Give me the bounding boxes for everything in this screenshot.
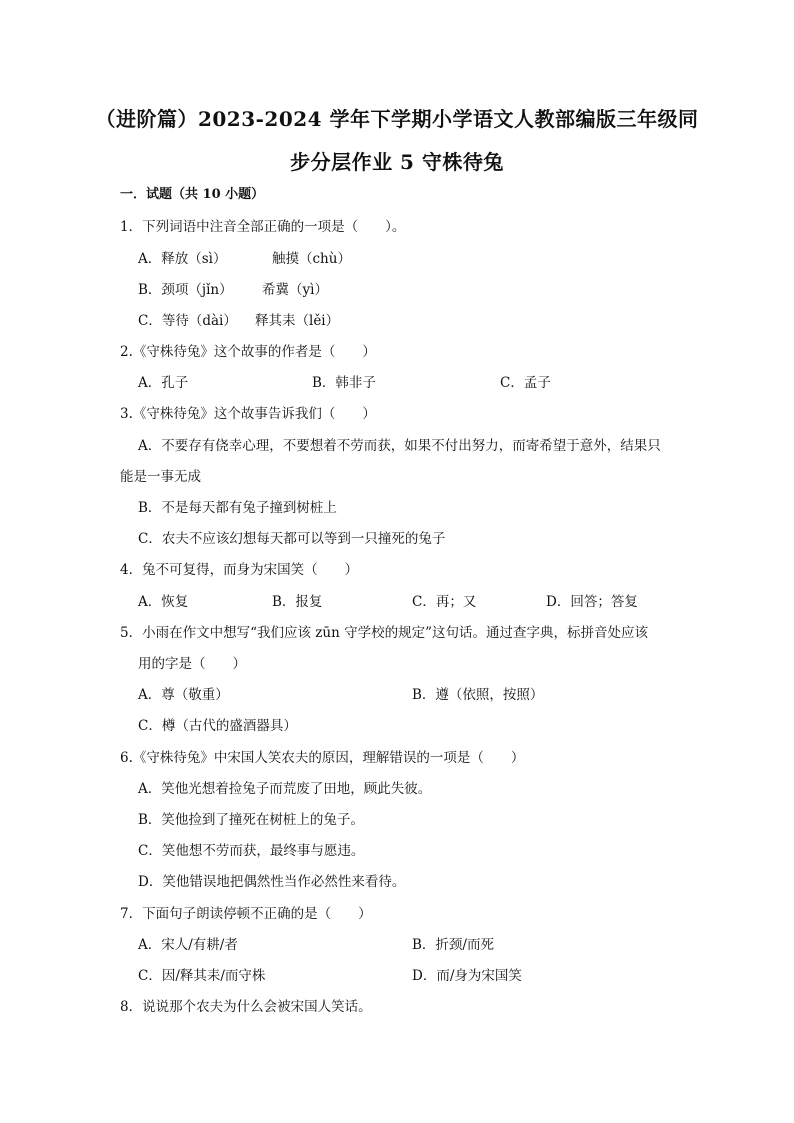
question-3-option-a: A．不要存有侥幸心理，不要想着不劳而获，如果不付出努力，而寄希望于意外，结果只 <box>138 438 661 454</box>
document-title-line-2: 步分层作业 5 守株待兔 <box>290 150 504 174</box>
question-3-stem: 3.《守株待兔》这个故事告诉我们（ ） <box>120 406 376 422</box>
question-2-option-a: A．孔子 <box>138 375 189 391</box>
question-3-option-a-continued: 能是一事无成 <box>120 469 201 485</box>
question-6-option-d: D．笑他错误地把偶然性当作必然性来看待。 <box>138 874 406 890</box>
question-8-stem: 8．说说那个农夫为什么会被宋国人笑话。 <box>120 999 372 1015</box>
question-1-option-c: C．等待（dài） <box>138 313 237 329</box>
question-1-option-b-word-2: 希冀（yì） <box>262 282 328 298</box>
question-2-option-c: C．孟子 <box>500 375 551 391</box>
question-7-option-b: B．折颈/而死 <box>412 937 494 953</box>
question-6-option-a: A．笑他光想着捡兔子而荒废了田地，顾此失彼。 <box>138 781 432 797</box>
question-4-option-a: A．恢复 <box>138 594 189 610</box>
question-2-stem: 2.《守株待兔》这个故事的作者是（ ） <box>120 344 376 360</box>
question-7-stem: 7．下面句子朗读停顿不正确的是（ ） <box>120 906 372 922</box>
question-7-option-d: D．而/身为宋国笑 <box>412 968 522 984</box>
question-4-option-d: D．回答；答复 <box>546 594 638 610</box>
question-4-option-b: B．报复 <box>272 594 323 610</box>
question-5-stem-continued: 用的字是（ ） <box>138 656 246 672</box>
question-4-stem: 4．兔不可复得，而身为宋国笑（ ） <box>120 562 359 578</box>
question-1-option-a: A．释放（sì） <box>138 251 227 267</box>
question-5-option-c: C．樽（古代的盛酒器具） <box>138 718 297 734</box>
question-5-option-a: A．尊（敬重） <box>138 687 229 703</box>
question-5-option-b: B．遵（依照，按照） <box>412 687 544 703</box>
question-7-option-a: A．宋人/有耕/者 <box>138 937 238 953</box>
question-7-option-c: C．因/释其耒/而守株 <box>138 968 266 984</box>
question-2-option-b: B．韩非子 <box>312 375 376 391</box>
question-6-stem: 6.《守株待兔》中宋国人笑农夫的原因，理解错误的一项是（ ） <box>120 750 525 766</box>
question-1-option-b: B．颈项（jǐn） <box>138 282 233 298</box>
question-6-option-c: C．笑他想不劳而获，最终事与愿违。 <box>138 843 365 859</box>
question-5-stem: 5．小雨在作文中想写“我们应该 zūn 守学校的规定”这句话。通过查字典，标拼音处应该 <box>120 625 648 641</box>
question-4-option-c: C．再；又 <box>412 594 477 610</box>
question-1-stem: 1．下列词语中注音全部正确的一项是（ ）。 <box>120 219 406 235</box>
document-title-line-1: （进阶篇）2023-2024 学年下学期小学语文人教部编版三年级同 <box>95 107 699 131</box>
question-6-option-b: B．笑他捡到了撞死在树桩上的兔子。 <box>138 812 364 828</box>
section-heading: 一．试题（共 10 小题） <box>120 187 265 202</box>
question-1-option-c-word-2: 释其耒（lěi） <box>255 313 340 329</box>
question-3-option-b: B．不是每天都有兔子撞到树桩上 <box>138 500 337 516</box>
question-3-option-c: C．农夫不应该幻想每天都可以等到一只撞死的兔子 <box>138 531 446 547</box>
question-1-option-a-word-2: 触摸（chù） <box>272 251 351 267</box>
